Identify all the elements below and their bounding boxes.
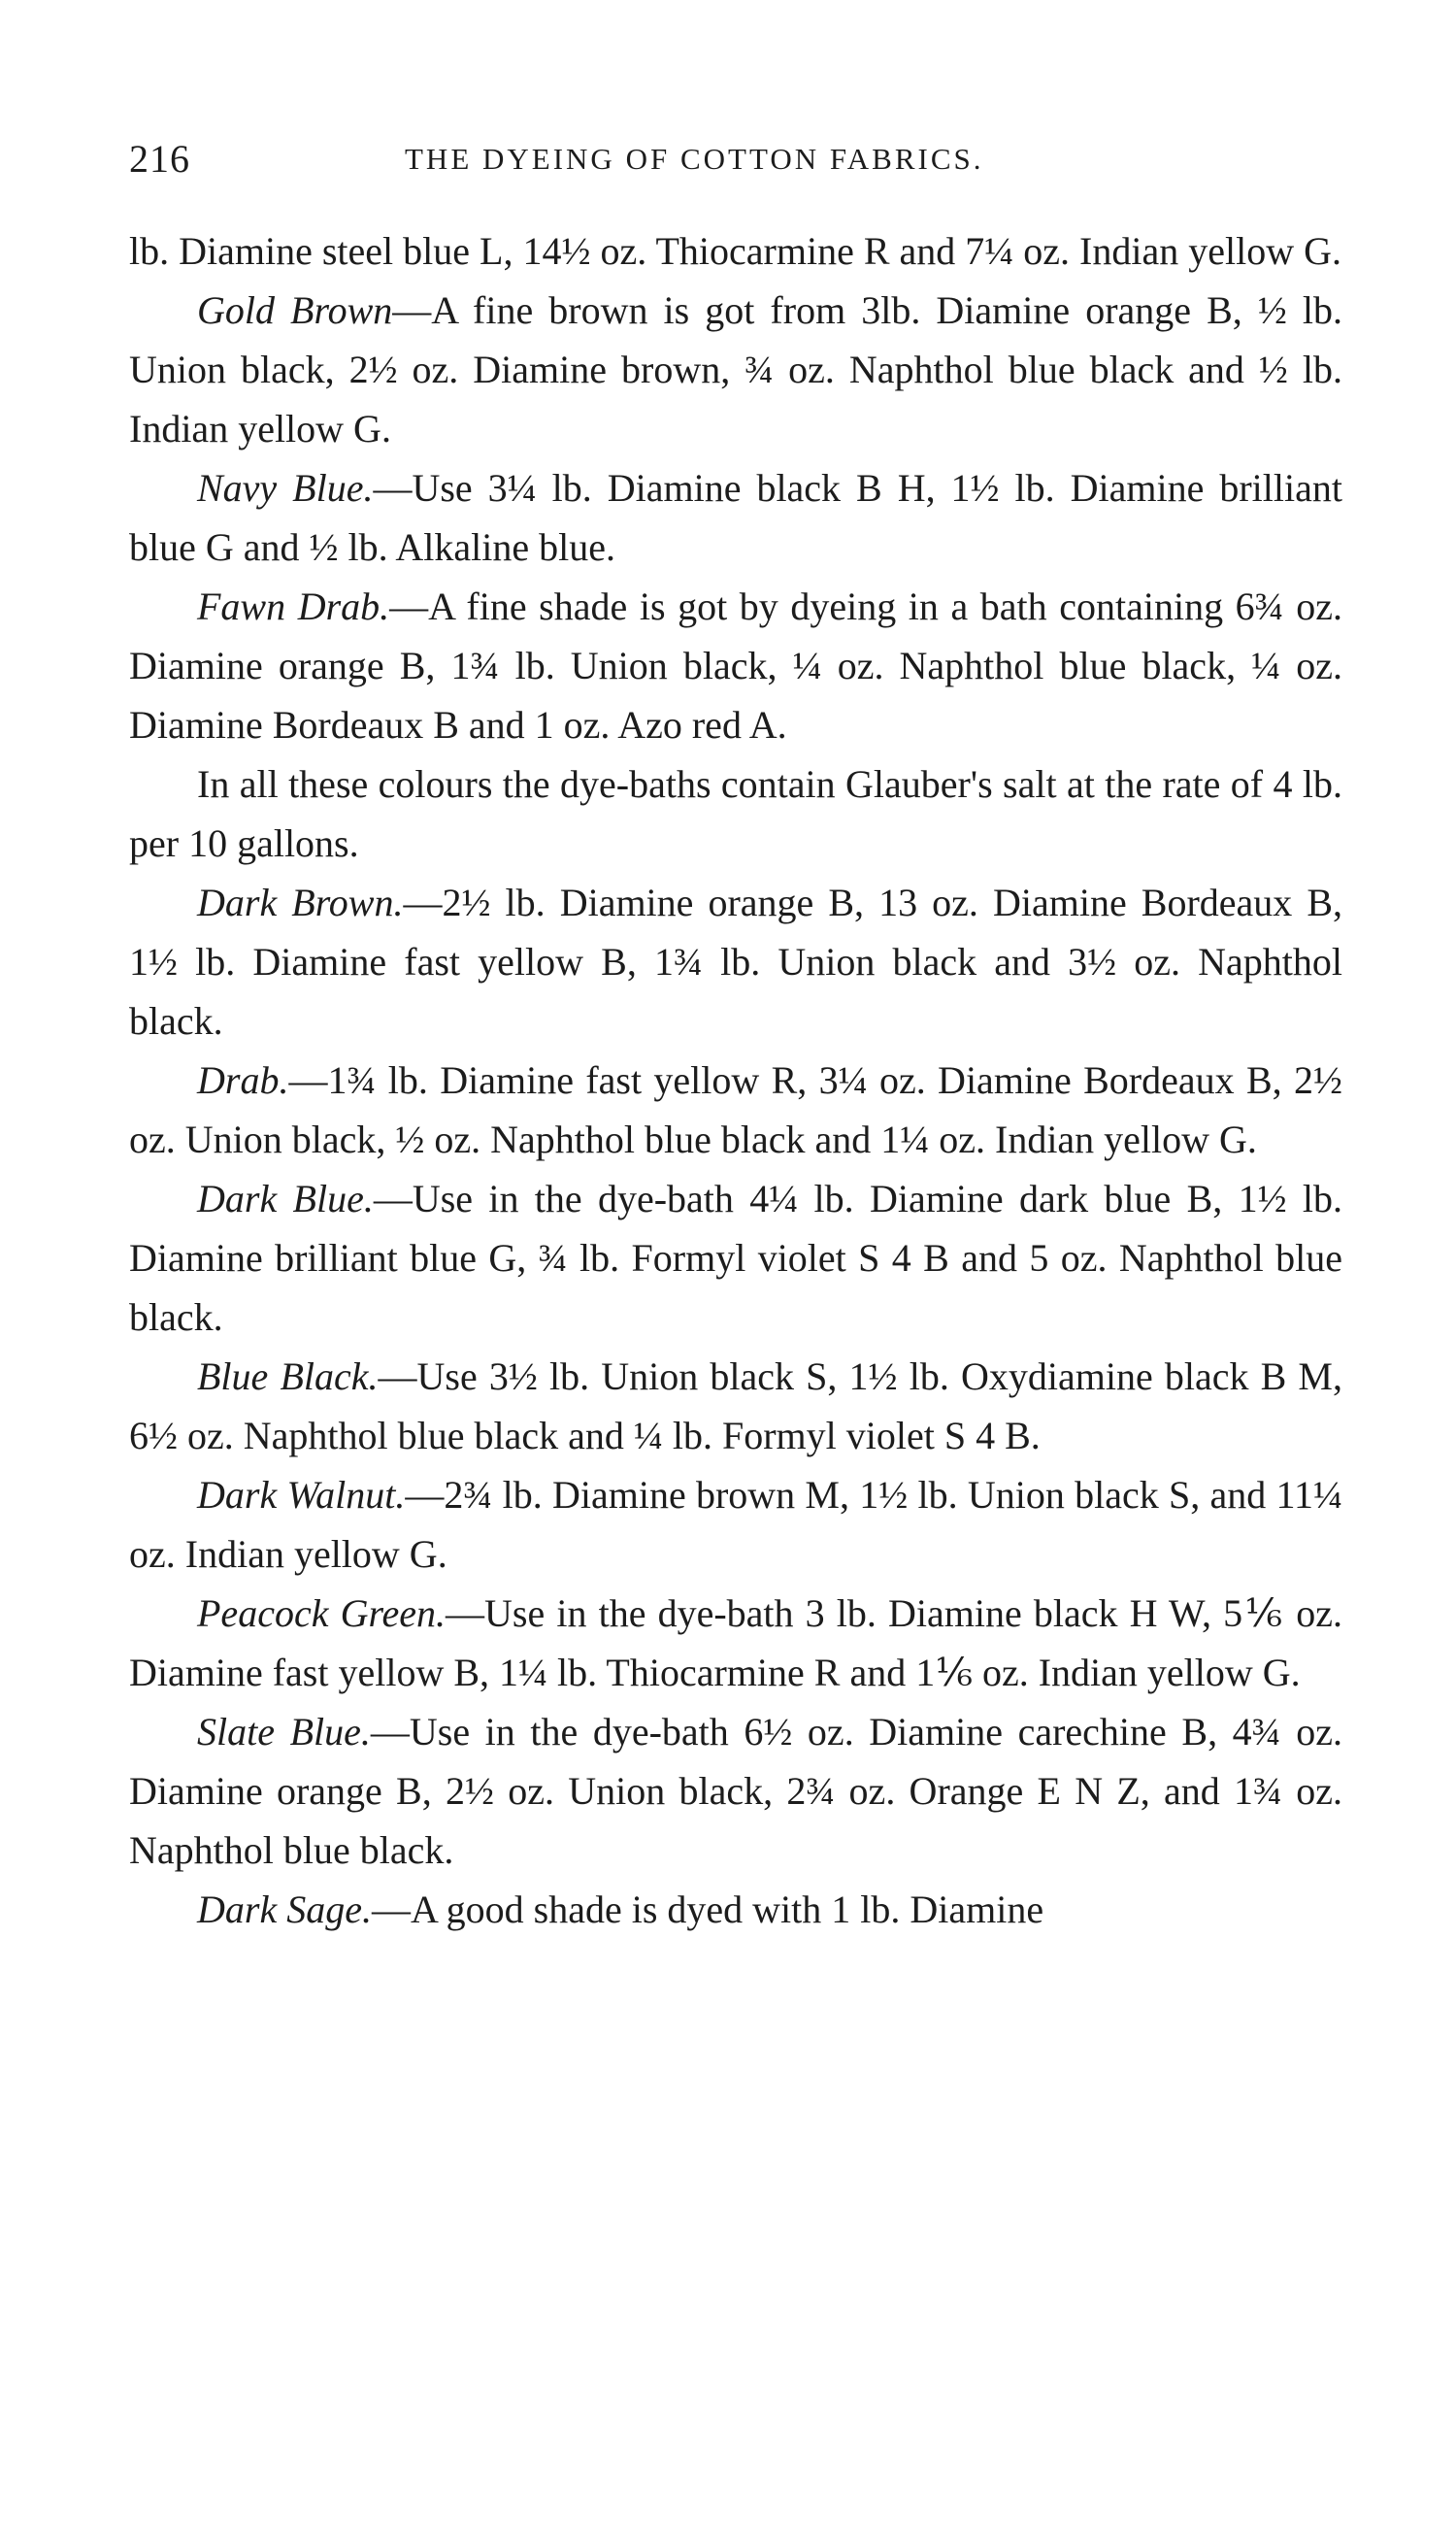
paragraph xyxy=(129,1169,1342,1347)
recipe-text: —Use in the dye-bath 4¼ lb. Diamine dark blue B, 1½ lb. Diamine brilliant blue G, ¾ lb. Formyl violet S 4 B and 5 oz. Naphthol blue black. xyxy=(129,1177,1342,1339)
paragraph xyxy=(129,1051,1342,1169)
paragraph xyxy=(129,873,1342,1051)
recipe-term: Gold Brown xyxy=(197,288,393,332)
paragraph xyxy=(129,1584,1342,1702)
recipe-term: Dark Blue. xyxy=(197,1177,374,1220)
running-title: THE DYEING OF COTTON FABRICS. xyxy=(405,142,984,176)
paragraph xyxy=(129,1880,1342,1939)
paragraph xyxy=(129,1465,1342,1584)
recipe-text: —A good shade is dyed with 1 lb. Diamine xyxy=(371,1888,1044,1931)
page-header xyxy=(129,136,1342,194)
recipe-term: Navy Blue. xyxy=(197,466,374,510)
recipe-text: —2¾ lb. Diamine brown M, 1½ lb. Union black S, and 11¼ oz. Indian yellow G. xyxy=(129,1473,1342,1576)
paragraph: lb. Diamine steel blue L, 14½ oz. Thiocarmine R and 7¼ oz. Indian yellow G. xyxy=(129,229,1341,273)
paragraph-text: In all these colours the dye-baths contain Glauber's salt at the rate of 4 lb. per 10 gallons. xyxy=(129,762,1342,865)
recipe-text: —Use 3¼ lb. Diamine black B H, 1½ lb. Diamine brilliant blue G and ½ lb. Alkaline blue. xyxy=(129,466,1342,569)
recipe-text: —Use 3½ lb. Union black S, 1½ lb. Oxydiamine black B M, 6½ oz. Naphthol blue black and ¼ lb. Formyl violet S 4 B. xyxy=(129,1354,1342,1457)
recipe-term: Drab. xyxy=(197,1058,289,1102)
page-number: 216 xyxy=(129,137,190,181)
recipe-term: Fawn Drab. xyxy=(197,585,390,628)
recipe-text: —A fine shade is got by dyeing in a bath containing 6¾ oz. Diamine orange B, 1¾ lb. Union black, ¼ oz. Naphthol blue black, ¼ oz. Diamine Bordeaux B and 1 oz. Azo red A. xyxy=(129,585,1343,747)
paragraph xyxy=(129,281,1342,458)
recipe-text: —Use in the dye-bath 3 lb. Diamine black H W, 5⅙ oz. Diamine fast yellow B, 1¼ lb. Thiocarmine R and 1⅙ oz. Indian yellow G. xyxy=(129,1591,1342,1694)
recipe-term: Slate Blue. xyxy=(197,1710,371,1754)
recipe-text: —2½ lb. Diamine orange B, 13 oz. Diamine Bordeaux B, 1½ lb. Diamine fast yellow B, 1¾ lb. Union black and 3½ oz. Naphthol black. xyxy=(129,881,1343,1043)
paragraph xyxy=(129,1347,1342,1465)
recipe-term: Dark Brown. xyxy=(197,881,404,924)
recipe-text: —1¾ lb. Diamine fast yellow R, 3¼ oz. Diamine Bordeaux B, 2½ oz. Union black, ½ oz. Naphthol blue black and 1¼ oz. Indian yellow G. xyxy=(129,1058,1342,1161)
paragraph xyxy=(129,458,1342,577)
recipe-text: —A fine brown is got from 3lb. Diamine orange B, ½ lb. Union black, 2½ oz. Diamine brown, ¾ oz. Naphthol blue black and ½ lb. Indian yellow G. xyxy=(129,288,1342,451)
recipe-term: Dark Walnut. xyxy=(197,1473,406,1517)
recipe-term: Blue Black. xyxy=(197,1354,379,1398)
paragraph xyxy=(129,1702,1342,1880)
recipe-term: Peacock Green. xyxy=(197,1591,447,1635)
recipe-term: Dark Sage. xyxy=(197,1888,372,1931)
recipe-text: —Use in the dye-bath 6½ oz. Diamine carechine B, 4¾ oz. Diamine orange B, 2½ oz. Union black, 2¾ oz. Orange E N Z, and 1¾ oz. Naphthol blue black. xyxy=(129,1710,1342,1872)
body-text xyxy=(129,221,1342,1939)
paragraph xyxy=(129,577,1342,754)
paragraph xyxy=(129,754,1342,873)
